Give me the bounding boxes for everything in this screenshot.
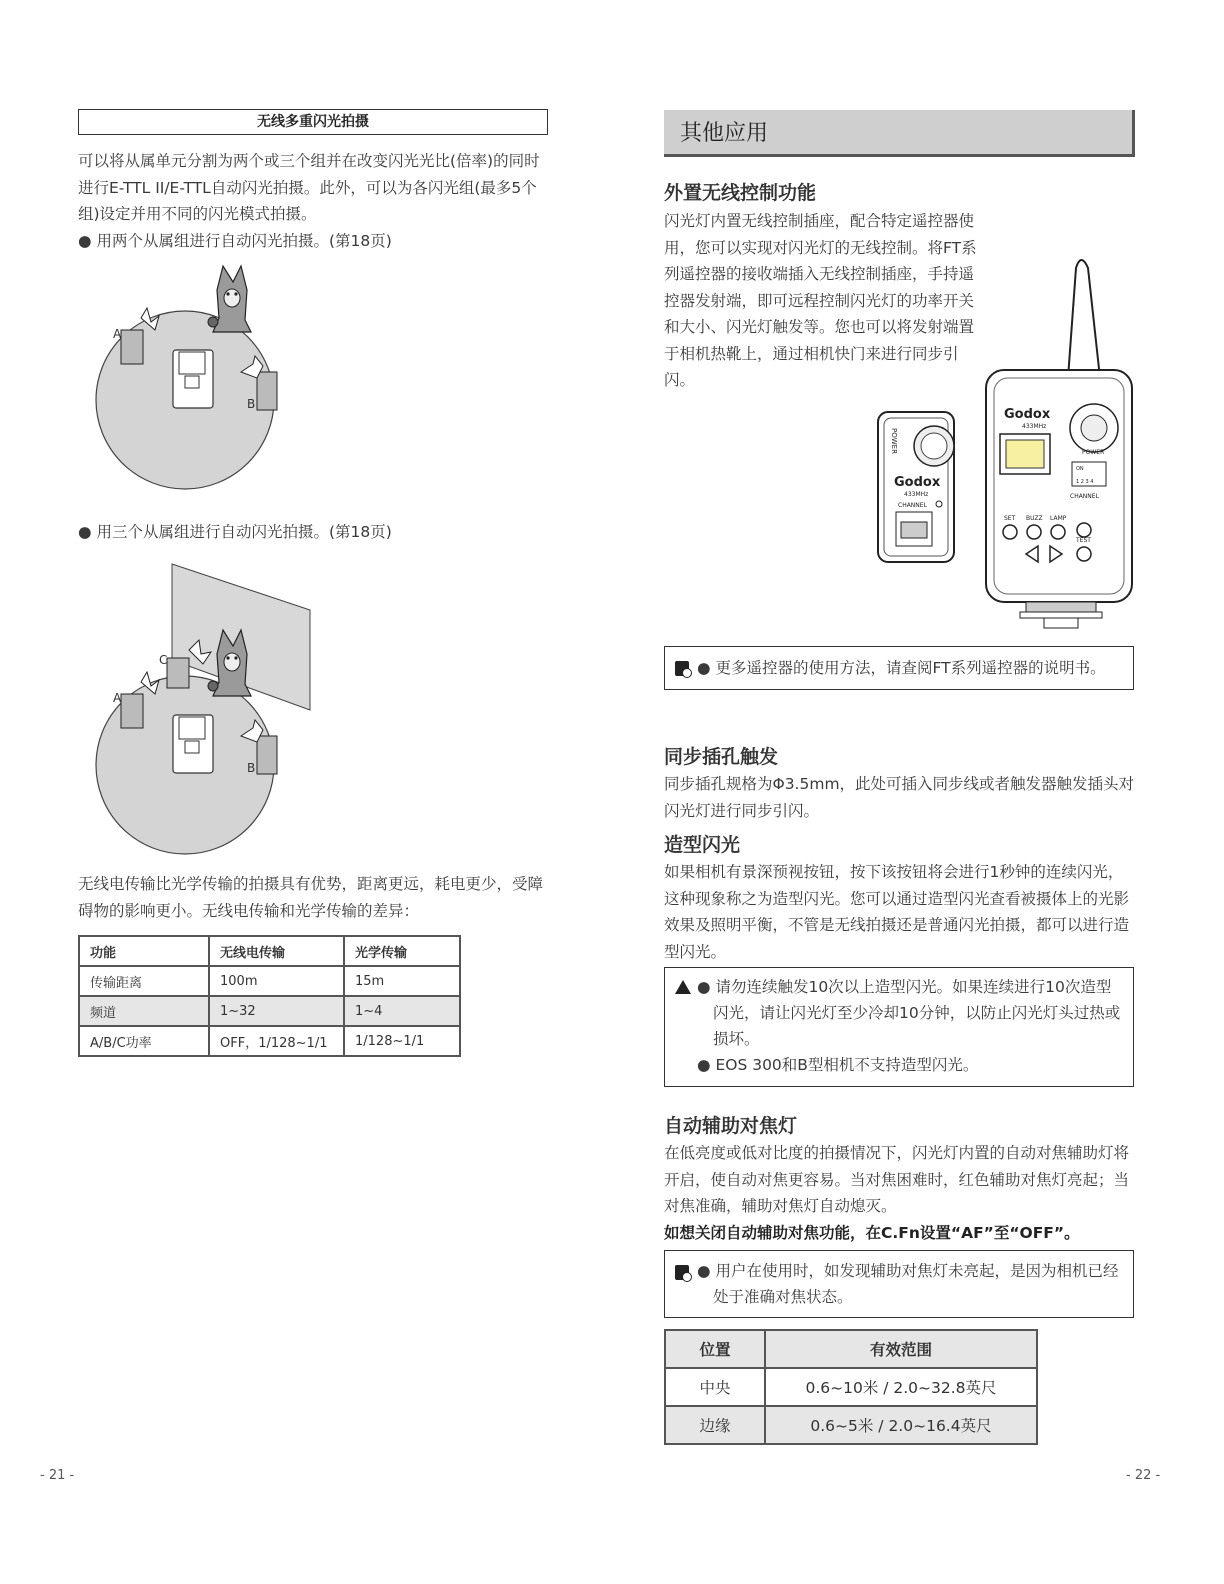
- receiver-power-label: POWER: [890, 428, 898, 454]
- table-cell: 1/128~1/1: [344, 1026, 460, 1056]
- transmitter-freq: 433MHz: [1022, 423, 1047, 430]
- text-line: 进行E-TTL II/E-TTL自动闪光拍摄。此外，可以为各闪光组(最多5个: [78, 178, 537, 197]
- text-line: 闪光灯进行同步引闪。: [664, 801, 820, 820]
- table-cell: 中央: [665, 1368, 765, 1406]
- dip-numbers: 1 2 3 4: [1076, 479, 1094, 485]
- label-c: C: [159, 653, 168, 667]
- af-paragraph: [664, 1140, 1144, 1246]
- section-box-title: 无线多重闪光拍摄: [78, 109, 548, 135]
- text-line: 处于准确对焦状态。: [713, 1288, 853, 1306]
- note-icon: [675, 661, 689, 676]
- heading-sync-port: 同步插孔触发: [664, 746, 779, 768]
- receiver-brand: Godox: [894, 475, 941, 490]
- receiver-freq: 433MHz: [904, 491, 929, 498]
- note-box: [664, 646, 1134, 690]
- table-header: 位置: [665, 1330, 765, 1368]
- page-number-right: - 22 -: [1126, 1468, 1161, 1483]
- table-header: 光学传输: [344, 936, 460, 966]
- af-range-table: [664, 1329, 1038, 1445]
- label-a: A: [113, 327, 122, 341]
- text-line: ● EOS 300和B型相机不支持造型闪光。: [697, 1056, 979, 1074]
- text-line: 组)设定并用不同的闪光模式拍摄。: [78, 205, 317, 223]
- table-cell: A/B/C功率: [79, 1026, 209, 1056]
- section-title-bar: [664, 110, 1135, 157]
- text-line: 型闪光。: [664, 942, 727, 961]
- dog-figure: [208, 266, 251, 332]
- warning-text: [697, 974, 1127, 1078]
- transmitter-unit: [986, 260, 1132, 628]
- heading-af-assist: 自动辅助对焦灯: [664, 1115, 798, 1137]
- label-a: A: [113, 691, 122, 705]
- text-line: 可以将从属单元分割为两个或三个组并在改变闪光光比(倍率)的同时: [78, 152, 540, 170]
- table-cell: 0.6~5米 / 2.0~16.4英尺: [765, 1406, 1037, 1444]
- text-line: 如果相机有景深预视按钮，按下该按钮将会进行1秒钟的连续闪光，: [664, 863, 1124, 881]
- text-line: 同步插孔规格为Φ3.5mm，此处可插入同步线或者触发器触发插头对: [664, 775, 1135, 793]
- comparison-paragraph: [78, 871, 558, 924]
- transmitter-brand: Godox: [1004, 407, 1051, 422]
- bullet-three-groups: ● 用三个从属组进行自动闪光拍摄。(第18页): [78, 523, 392, 541]
- note-text: ● 更多遥控器的使用方法，请查阅FT系列遥控器的说明书。: [697, 659, 1106, 677]
- text-line: ● 用户在使用时，如发现辅助对焦灯未亮起，是因为相机已经: [697, 1262, 1119, 1280]
- text-line: 这种现象称之为造型闪光。您可以通过造型闪光查看被摄体上的光影: [664, 889, 1130, 908]
- transmitter-channel-label: CHANNEL: [1070, 493, 1099, 500]
- bullet-two-groups: ● 用两个从属组进行自动闪光拍摄。(第18页): [78, 232, 392, 250]
- intro-paragraph: [78, 148, 558, 228]
- transmission-comparison-table: [78, 935, 461, 1057]
- antenna: [1068, 260, 1100, 378]
- table-cell: 100m: [209, 966, 344, 996]
- text-line: 效果及照明平衡，不管是无线拍摄还是普通闪光拍摄，都可以进行造: [664, 916, 1130, 934]
- table-header-row: [665, 1330, 1037, 1368]
- page-number-left: - 21 -: [40, 1468, 75, 1483]
- heading-modeling-flash: 造型闪光: [664, 834, 741, 856]
- warning-box: [664, 967, 1134, 1087]
- receiver-unit: [878, 412, 954, 562]
- text-line: 碍物的影响更小。无线电传输和光学传输的差异：: [78, 901, 420, 920]
- table-header: 功能: [79, 936, 209, 966]
- text-line: 闪光，请让闪光灯至少冷却10分钟，以防止闪光灯头过热或: [713, 1004, 1121, 1022]
- sync-paragraph: [664, 771, 1144, 824]
- text-line: 控器发射端，即可远程控制闪光灯的功率开关: [664, 291, 975, 310]
- table-cell: 传输距离: [79, 966, 209, 996]
- two-group-diagram: [95, 260, 295, 495]
- lamp-label: LAMP: [1050, 515, 1067, 522]
- label-b: B: [247, 397, 256, 411]
- table-cell: 边缘: [665, 1406, 765, 1444]
- table-cell: 15m: [344, 966, 460, 996]
- text-line: 在低亮度或低对比度的拍摄情况下，闪光灯内置的自动对焦辅助灯将: [664, 1144, 1130, 1162]
- section-title: 其他应用: [680, 121, 769, 146]
- table-row: [79, 966, 460, 996]
- text-line: 损坏。: [713, 1030, 760, 1048]
- table-cell: OFF，1/128~1/1: [209, 1026, 344, 1056]
- warning-icon: [675, 980, 691, 994]
- master-flash-figure: [173, 715, 213, 773]
- table-cell: 0.6~10米 / 2.0~32.8英尺: [765, 1368, 1037, 1406]
- master-flash-figure: [173, 350, 213, 408]
- note-text: [697, 1258, 1127, 1310]
- text-line: 闪光灯内置无线控制插座，配合特定遥控器使: [664, 212, 975, 230]
- text-line: 闪。: [664, 371, 696, 389]
- buzz-label: BUZZ: [1026, 515, 1043, 522]
- dip-on-label: ON: [1076, 466, 1084, 472]
- text-line: 列遥控器的接收端插入无线控制插座，手持遥: [664, 265, 975, 283]
- table-row: [79, 996, 460, 1026]
- test-label: TEST: [1076, 537, 1091, 544]
- set-label: SET: [1004, 515, 1016, 522]
- text-line: 无线电传输比光学传输的拍摄具有优势，距离更远，耗电更少，受障: [78, 875, 544, 893]
- table-cell: 1~4: [344, 996, 460, 1026]
- label-b: B: [247, 761, 256, 775]
- text-line: 和大小、闪光灯触发等。您也可以将发射端置: [664, 318, 975, 336]
- table-cell: 频道: [79, 996, 209, 1026]
- note-box: [664, 1250, 1134, 1318]
- text-line: 用，您可以实现对闪光灯的无线控制。将FT系: [664, 238, 977, 257]
- receiver-channel-label: CHANNEL: [898, 502, 927, 509]
- remote-controller-illustration: [876, 250, 1136, 630]
- table-header: 有效范围: [765, 1330, 1037, 1368]
- table-row: [665, 1368, 1037, 1406]
- text-line: 开启，使自动对焦更容易。当对焦困难时，红色辅助对焦灯亮起；当: [664, 1170, 1130, 1189]
- table-row: [665, 1406, 1037, 1444]
- transmitter-power-label: POWER: [1082, 449, 1105, 456]
- three-group-diagram: [95, 560, 315, 860]
- table-cell: 1~32: [209, 996, 344, 1026]
- table-header: 无线电传输: [209, 936, 344, 966]
- note-icon: [675, 1265, 689, 1280]
- af-bold-instruction: 如想关闭自动辅助对焦功能，在C.Fn设置“AF”至“OFF”。: [664, 1223, 1080, 1242]
- text-line: ● 请勿连续触发10次以上造型闪光。如果连续进行10次造型: [697, 978, 1112, 996]
- modeling-paragraph: [664, 859, 1144, 965]
- table-row: [79, 1026, 460, 1056]
- text-line: 对焦准确，辅助对焦灯自动熄灭。: [664, 1197, 897, 1215]
- text-line: 于相机热靴上，通过相机快门来进行同步引: [664, 344, 959, 363]
- table-header-row: [79, 936, 460, 966]
- heading-wireless-control: 外置无线控制功能: [664, 182, 817, 204]
